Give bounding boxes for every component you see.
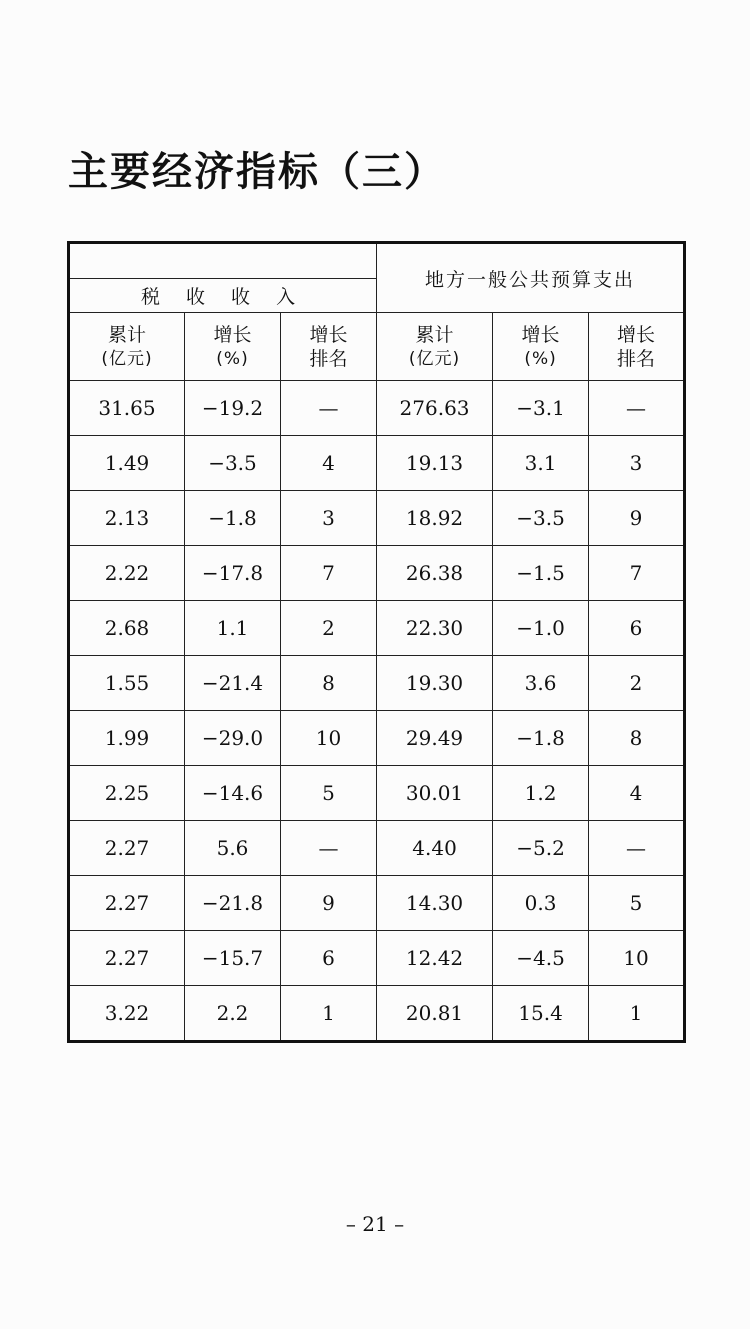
table-cell: 2.25 [69, 766, 185, 821]
table-cell: 2.68 [69, 601, 185, 656]
table-cell: 6 [589, 601, 685, 656]
table-row [69, 491, 685, 546]
table-cell: 29.49 [377, 711, 493, 766]
table-cell: −1.8 [493, 711, 589, 766]
table-cell: 2.27 [69, 931, 185, 986]
table-cell: −14.6 [185, 766, 281, 821]
table-row [69, 986, 685, 1042]
table-cell: 7 [589, 546, 685, 601]
table-cell: −21.4 [185, 656, 281, 711]
table-cell: −4.5 [493, 931, 589, 986]
table-cell: 20.81 [377, 986, 493, 1042]
table-cell: 2.27 [69, 876, 185, 931]
table-cell: −1.0 [493, 601, 589, 656]
table-cell: 12.42 [377, 931, 493, 986]
table-row [69, 876, 685, 931]
table-row [69, 601, 685, 656]
table-cell: 2.2 [185, 986, 281, 1042]
table-cell: 19.30 [377, 656, 493, 711]
table-cell: −1.5 [493, 546, 589, 601]
table-cell: 5.6 [185, 821, 281, 876]
table-cell: 1.99 [69, 711, 185, 766]
table-cell: 1 [281, 986, 377, 1042]
table-cell: 9 [281, 876, 377, 931]
table-cell: 19.13 [377, 436, 493, 491]
table-cell: −29.0 [185, 711, 281, 766]
table-cell: −21.8 [185, 876, 281, 931]
table-cell: — [589, 821, 685, 876]
table-cell: 26.38 [377, 546, 493, 601]
table-row [69, 546, 685, 601]
group-header-expenditure: 地方一般公共预算支出 [377, 243, 685, 313]
page-number: – 21 – [345, 1212, 405, 1236]
table-cell: 0.3 [493, 876, 589, 931]
table-row [69, 821, 685, 876]
table-row [69, 931, 685, 986]
table-cell: 7 [281, 546, 377, 601]
table-cell: 8 [281, 656, 377, 711]
table-cell: −3.1 [493, 381, 589, 436]
table-row [69, 711, 685, 766]
table-cell: 22.30 [377, 601, 493, 656]
table-cell: 14.30 [377, 876, 493, 931]
table-cell: 8 [589, 711, 685, 766]
table-cell: — [281, 381, 377, 436]
table-row [69, 436, 685, 491]
col-header-rank: 增长 排名 [281, 313, 377, 381]
table-row [69, 381, 685, 436]
table-cell: −15.7 [185, 931, 281, 986]
col-header-cumulative: 累计 (亿元) [69, 313, 185, 381]
table-cell: −19.2 [185, 381, 281, 436]
table-cell: 1.55 [69, 656, 185, 711]
table-cell: 4 [589, 766, 685, 821]
col-header-rank: 增长 排名 [589, 313, 685, 381]
table-cell: 2.13 [69, 491, 185, 546]
table-cell: 3.22 [69, 986, 185, 1042]
table-cell: — [281, 821, 377, 876]
table-row [69, 656, 685, 711]
table-cell: 9 [589, 491, 685, 546]
table-cell: 5 [589, 876, 685, 931]
table-cell: 18.92 [377, 491, 493, 546]
table-cell: 30.01 [377, 766, 493, 821]
table-cell: −5.2 [493, 821, 589, 876]
table-row [69, 766, 685, 821]
table-cell: 1.49 [69, 436, 185, 491]
group-header-tax-revenue: 税 收 收 入 [69, 279, 377, 313]
table-cell: 2 [281, 601, 377, 656]
table-cell: 10 [589, 931, 685, 986]
table-cell: −1.8 [185, 491, 281, 546]
table-cell: 3 [281, 491, 377, 546]
table-cell: 4 [281, 436, 377, 491]
table-cell: 4.40 [377, 821, 493, 876]
table-cell: 6 [281, 931, 377, 986]
table-cell: 10 [281, 711, 377, 766]
table-cell: −3.5 [493, 491, 589, 546]
table-cell: — [589, 381, 685, 436]
col-header-growth: 增长 (%) [493, 313, 589, 381]
table-cell: −17.8 [185, 546, 281, 601]
table-cell: 276.63 [377, 381, 493, 436]
table-cell: 1.1 [185, 601, 281, 656]
table-cell: 1 [589, 986, 685, 1042]
col-header-growth: 增长 (%) [185, 313, 281, 381]
table-cell: 5 [281, 766, 377, 821]
table-cell: 2 [589, 656, 685, 711]
column-header-row [69, 313, 685, 381]
table-cell: 31.65 [69, 381, 185, 436]
indicator-table [67, 241, 686, 1043]
table-cell: 2.27 [69, 821, 185, 876]
table-cell: 3.1 [493, 436, 589, 491]
table-cell: 1.2 [493, 766, 589, 821]
table-cell: 15.4 [493, 986, 589, 1042]
blank-cell [69, 243, 377, 279]
table-cell: 3.6 [493, 656, 589, 711]
table-cell: 3 [589, 436, 685, 491]
table-top-blank-row [69, 243, 685, 279]
page-title: 主要经济指标（三） [68, 148, 446, 195]
col-header-cumulative: 累计 (亿元) [377, 313, 493, 381]
table-cell: 2.22 [69, 546, 185, 601]
table-cell: −3.5 [185, 436, 281, 491]
